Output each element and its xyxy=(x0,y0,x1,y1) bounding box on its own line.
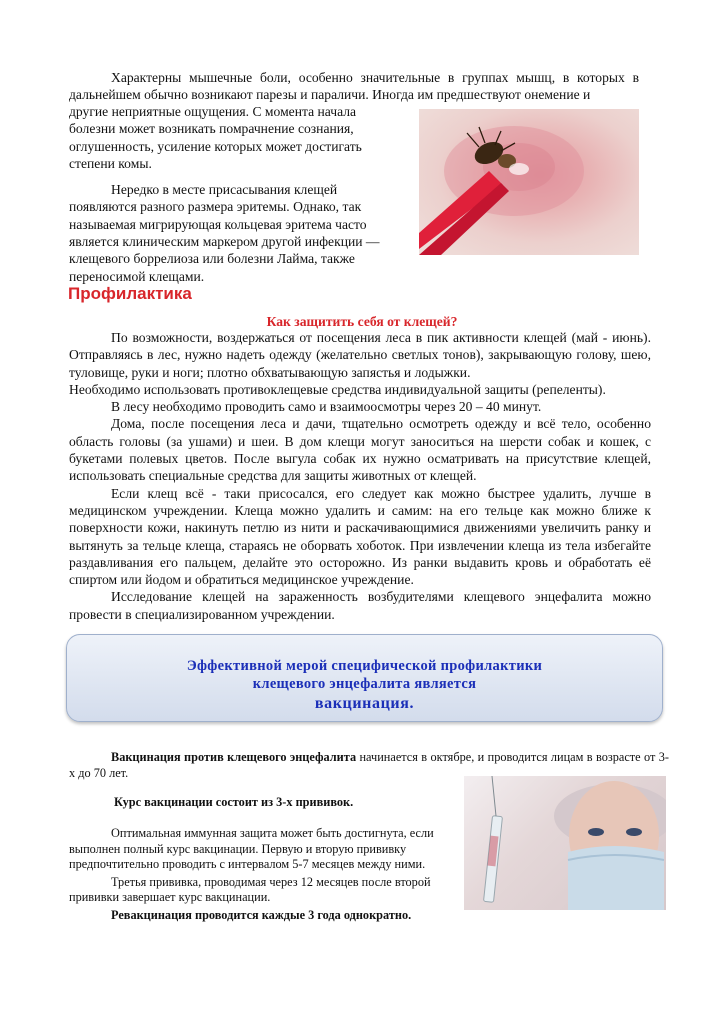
prevention-paragraph: Исследование клещей на зараженность возбудителями клещевого энцефалита можно провести в специализированном учреждении. xyxy=(69,589,651,622)
vaccination-paragraph: Третья прививка, проводимая через 12 месяцев после второй прививки завершает курс вакцинации. xyxy=(69,874,431,904)
prevention-body xyxy=(69,329,651,623)
intro-paragraph-2: Нередко в месте присасывания клещей появляются разного размера эритемы. Однако, так называемая мигрирующая кольцевая эритема часто является клиническим маркером другой инфекции — клещевого боррелиоза или болезни Лайма, также переносимой клещами. xyxy=(69,182,380,284)
vaccination-course-heading: Курс вакцинации состоит из 3-х прививок. xyxy=(114,795,354,809)
banner-line-3: вакцинация. xyxy=(314,695,415,712)
prevention-paragraph: Необходимо использовать противоклещевые средства индивидуальной защиты (репеленты). xyxy=(69,381,606,397)
prevention-paragraph: По возможности, воздержаться от посещения леса в пик активности клещей (май - июнь). Отправляясь в лес, нужно надеть одежду (желательно светлых тонов), закрывающую голову, шею, туловище, руки и ноги; плотно обхватывающую запястья и лодыжки. xyxy=(69,330,651,380)
vaccination-intro-text: начинается в октябре, и проводится лицам в возрасте от 3-х до 70 лет. xyxy=(69,750,669,780)
intro-column xyxy=(69,103,401,285)
intro-paragraph-1-continued: другие неприятные ощущения. С момента начала болезни может возникать помрачнение сознания, оглушенность, усиление которых может достигать степени комы. xyxy=(69,104,362,171)
intro-paragraph-1: Характерны мышечные боли, особенно значительные в группах мышц, в которых в дальнейшем обычно возникают парезы и параличи. Иногда им предшествуют онемение и xyxy=(69,70,639,103)
prevention-paragraph: Дома, после посещения леса и дачи, тщательно осмотреть одежду и всё тело, особенно область головы (за ушами) и шеи. В дом клещи могут заноситься на шерсти собак и кошек, с букетами полевых цветов. После выгула собак их нужно осматривать на присутствие клещей, использовать специальные средства для защиты животных от клещей. xyxy=(69,416,651,484)
vaccination-callout-banner xyxy=(66,634,663,722)
vaccination-body xyxy=(69,826,462,923)
banner-line-2: клещевого энцефалита является xyxy=(252,676,477,692)
tweezers-tick-illustration xyxy=(419,109,639,255)
vaccination-paragraph: Оптимальная иммунная защита может быть достигнута, если выполнен полный курс вакцинации. Первую и вторую прививку предпочтительно проводить с интервалом 5-7 месяцев между ними. xyxy=(69,826,434,871)
section-heading-prevention: Профилактика xyxy=(68,284,192,303)
intro-section xyxy=(69,69,639,104)
doctor-syringe-illustration xyxy=(464,776,666,910)
prevention-paragraph: В лесу необходимо проводить само и взаимоосмотры через 20 – 40 минут. xyxy=(111,399,542,415)
doctor-with-syringe-photo xyxy=(464,776,666,910)
tick-bite-photo xyxy=(419,109,639,255)
banner-line-1: Эффективной мерой специфической профилактики xyxy=(186,658,543,674)
revaccination-note: Ревакцинация проводится каждые 3 года однократно. xyxy=(111,907,412,922)
prevention-paragraph: Если клещ всё - таки присосался, его следует как можно быстрее удалить, лучше в медицинском учреждении. Клеща можно удалить и самим: на его тельце как можно ближе к поверхности кожи, накинуть петлю из нити и раскачивающимися движениями увеличить ранку и вытянуть за тельце клеща, стараясь не оборвать хоботок. При извлечении клеща из тела избегайте раздавливания его пальцем, делайте это осторожно. Из ранки выдавить кровь и обработать её спиртом или йодом и обратиться медицинское учреждение. xyxy=(69,485,651,588)
vaccination-intro-bold: Вакцинация против клещевого энцефалита xyxy=(111,750,357,764)
section-subheading: Как защитить себя от клещей? xyxy=(266,314,458,329)
